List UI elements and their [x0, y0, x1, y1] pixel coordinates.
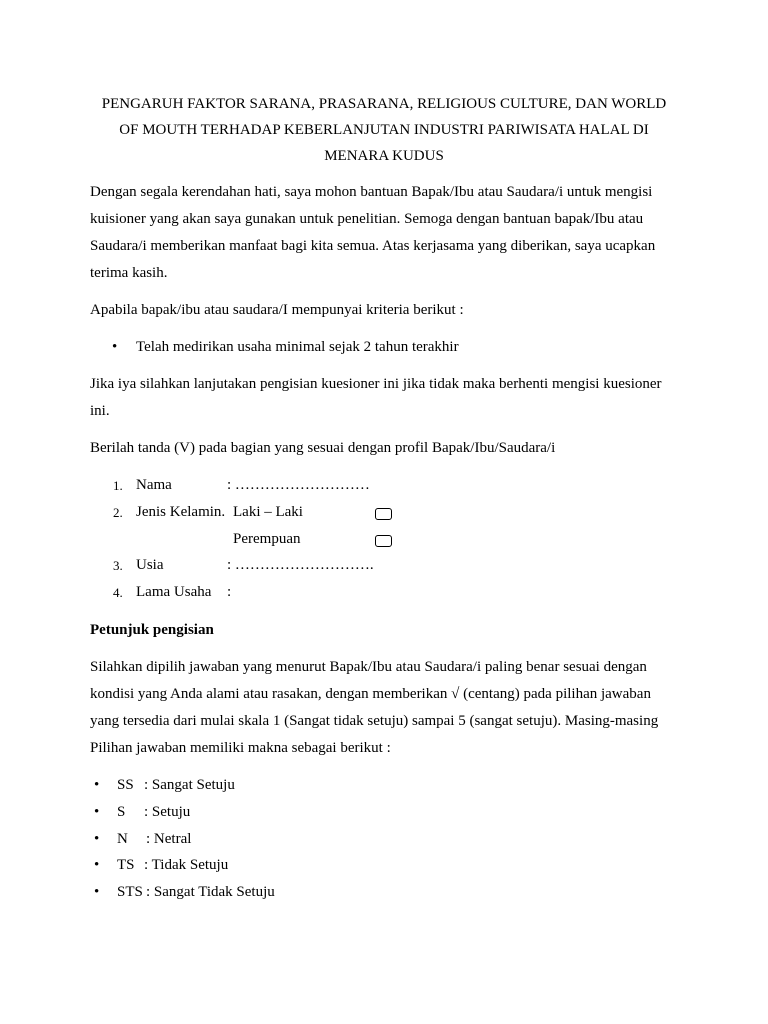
- scale-meaning: : Tidak Setuju: [144, 857, 229, 873]
- profile-number: 3.: [113, 558, 123, 573]
- scale-meaning: : Sangat Tidak Setuju: [146, 884, 275, 900]
- bullet-icon: •: [94, 777, 100, 793]
- title-line: MENARA KUDUS: [324, 148, 444, 164]
- document-title: [90, 91, 678, 169]
- profile-number: 1.: [113, 478, 123, 493]
- gender-option-female-label: Perempuan: [233, 531, 301, 547]
- instructions-paragraph: Silahkan dipilih jawaban yang menurut Bapak/Ibu atau Saudara/i paling benar sesuai dengan kondisi yang Anda alami atau rasakan, dengan memberikan √ (centang) pada pilihan jawaban yang tersedia dari mulai skala 1 (Sangat tidak setuju) sampai 5 (sangat setuju). Masing-masing Pilihan jawaban memiliki makna sebagai berikut :: [90, 659, 659, 756]
- bullet-icon: •: [94, 857, 100, 873]
- criteria-intro: Apabila bapak/ibu atau saudara/I mempunyai kriteria berikut :: [90, 302, 464, 318]
- scale-meaning: : Sangat Setuju: [144, 777, 235, 793]
- gender-female-checkbox[interactable]: [375, 535, 392, 547]
- gender-option-male-label: Laki – Laki: [233, 504, 303, 520]
- profile-number: 2.: [113, 505, 123, 520]
- gender-label: Jenis Kelamin.: [136, 504, 226, 520]
- usia-field[interactable]: : ……………………….: [227, 557, 374, 573]
- scale-code: SS: [117, 777, 134, 793]
- usia-label: Usia: [136, 557, 164, 573]
- scale-code: S: [117, 804, 126, 820]
- scale-code: STS: [117, 884, 143, 900]
- bullet-icon: •: [94, 884, 100, 900]
- bullet-icon: •: [94, 804, 100, 820]
- scale-code: N: [117, 831, 128, 847]
- gender-male-checkbox[interactable]: [375, 508, 392, 520]
- intro-paragraph: Dengan segala kerendahan hati, saya mohon bantuan Bapak/Ibu atau Saudara/i untuk mengisi kuisioner yang akan saya gunakan untuk penelitian. Semoga dengan bantuan bapak/Ibu atau Saudara/i memberikan manfaat bagi kita semua. Atas kerjasama yang diberikan, saya ucapkan terima kasih.: [90, 184, 656, 281]
- scale-meaning: : Netral: [146, 831, 192, 847]
- title-line: OF MOUTH TERHADAP KEBERLANJUTAN INDUSTRI PARIWISATA HALAL DI: [119, 122, 649, 138]
- scale-meaning: : Setuju: [144, 804, 191, 820]
- bullet-icon: •: [94, 831, 100, 847]
- criteria-item-text: Telah medirikan usaha minimal sejak 2 tahun terakhir: [136, 339, 459, 355]
- mark-instruction: Berilah tanda (V) pada bagian yang sesuai dengan profil Bapak/Ibu/Saudara/i: [90, 440, 556, 456]
- bullet-icon: •: [112, 339, 118, 355]
- nama-label: Nama: [136, 477, 172, 493]
- title-line: PENGARUH FAKTOR SARANA, PRASARANA, RELIGIOUS CULTURE, DAN WORLD: [101, 96, 667, 112]
- lama-usaha-field[interactable]: :: [227, 584, 232, 600]
- instructions-heading: Petunjuk pengisian: [90, 622, 214, 638]
- scale-code: TS: [117, 857, 135, 873]
- continue-paragraph: Jika iya silahkan lanjutakan pengisian kuesioner ini jika tidak maka berhenti mengisi kuesioner ini.: [90, 376, 662, 419]
- lama-usaha-label: Lama Usaha: [136, 584, 212, 600]
- profile-number: 4.: [113, 585, 123, 600]
- nama-field[interactable]: : ………………………: [227, 477, 370, 493]
